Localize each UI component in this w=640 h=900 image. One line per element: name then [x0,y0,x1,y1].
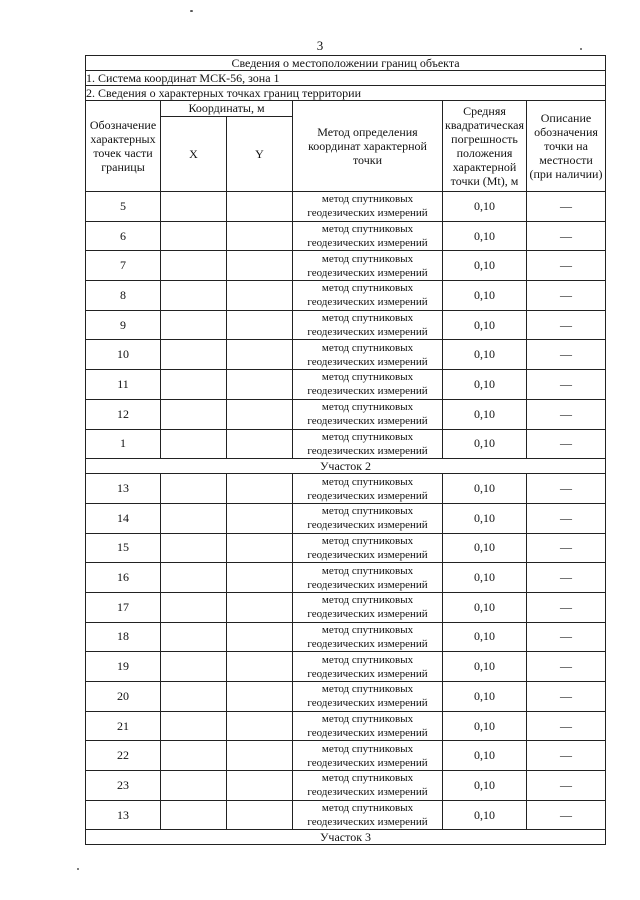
accuracy-cell: 0,10 [443,711,527,741]
method-cell: метод спутниковых геодезических измерений [293,741,443,771]
coordinate-y-cell [227,310,293,340]
scan-speck [77,868,79,870]
table-row [86,682,606,712]
coordinate-y-cell [227,192,293,222]
coordinate-y-cell [227,474,293,504]
method-cell: метод спутниковых геодезических измерений [293,711,443,741]
table-row [86,474,606,504]
coordinate-y-cell [227,800,293,830]
description-cell: — [527,563,606,593]
accuracy-cell: 0,10 [443,474,527,504]
method-cell: метод спутниковых геодезических измерений [293,771,443,801]
method-cell: метод спутниковых геодезических измерений [293,340,443,370]
coordinate-y-cell [227,221,293,251]
point-designation-cell: 13 [86,800,161,830]
coordinate-system-row: 1. Система координат МСК-56, зона 1 [86,71,606,86]
method-cell: метод спутниковых геодезических измерений [293,370,443,400]
description-cell: — [527,221,606,251]
method-cell: метод спутниковых геодезических измерений [293,251,443,281]
coordinate-x-cell [161,622,227,652]
accuracy-cell: 0,10 [443,771,527,801]
coordinate-y-cell [227,533,293,563]
table-row [86,281,606,311]
table-title: Сведения о местоположении границ объекта [86,56,606,71]
table-row [86,340,606,370]
section-label-plot-2: Участок 2 [86,459,606,474]
coordinate-y-cell [227,711,293,741]
description-cell: — [527,800,606,830]
accuracy-cell: 0,10 [443,503,527,533]
point-designation-cell: 14 [86,503,161,533]
accuracy-cell: 0,10 [443,281,527,311]
table-row [86,592,606,622]
coordinate-y-cell [227,652,293,682]
accuracy-cell: 0,10 [443,399,527,429]
method-cell: метод спутниковых геодезических измерений [293,399,443,429]
point-designation-cell: 5 [86,192,161,222]
table-row [86,399,606,429]
coordinate-y-cell [227,340,293,370]
coordinate-y-cell [227,399,293,429]
method-cell: метод спутниковых геодезических измерений [293,682,443,712]
accuracy-cell: 0,10 [443,340,527,370]
accuracy-cell: 0,10 [443,741,527,771]
section-heading-row: 2. Сведения о характерных точках границ территории [86,86,606,101]
description-cell: — [527,533,606,563]
coordinate-y-cell [227,503,293,533]
coordinate-x-cell [161,592,227,622]
header-accuracy: Средняя квадратическая погрешность положения характерной точки (Mt), м [443,101,527,192]
header-point-designation: Обозначение характерных точек части границы [86,101,161,192]
page-number: 3 [316,38,324,53]
table-row [86,503,606,533]
table-row [86,652,606,682]
coordinate-x-cell [161,800,227,830]
table-row [86,221,606,251]
description-cell: — [527,251,606,281]
header-x: X [161,117,227,192]
coordinate-x-cell [161,221,227,251]
point-designation-cell: 17 [86,592,161,622]
coordinate-x-cell [161,399,227,429]
accuracy-cell: 0,10 [443,310,527,340]
accuracy-cell: 0,10 [443,563,527,593]
header-description: Описание обозначения точки на местности (при наличии) [527,101,606,192]
method-cell: метод спутниковых геодезических измерений [293,652,443,682]
description-cell: — [527,622,606,652]
coordinate-y-cell [227,251,293,281]
scan-speck [190,10,193,12]
coordinate-x-cell [161,429,227,459]
boundary-points-table [85,55,606,845]
point-designation-cell: 6 [86,221,161,251]
description-cell: — [527,192,606,222]
coordinate-x-cell [161,682,227,712]
method-cell: метод спутниковых геодезических измерений [293,563,443,593]
coordinate-x-cell [161,340,227,370]
accuracy-cell: 0,10 [443,592,527,622]
scan-speck [580,48,582,50]
accuracy-cell: 0,10 [443,192,527,222]
coordinate-y-cell [227,563,293,593]
description-cell: — [527,592,606,622]
coordinate-y-cell [227,771,293,801]
table-row [86,370,606,400]
coordinate-x-cell [161,771,227,801]
description-cell: — [527,281,606,311]
table-row [86,310,606,340]
method-cell: метод спутниковых геодезических измерений [293,221,443,251]
coordinate-x-cell [161,533,227,563]
point-designation-cell: 23 [86,771,161,801]
description-cell: — [527,652,606,682]
coordinate-y-cell [227,592,293,622]
description-cell: — [527,503,606,533]
point-designation-cell: 11 [86,370,161,400]
point-designation-cell: 9 [86,310,161,340]
accuracy-cell: 0,10 [443,429,527,459]
point-designation-cell: 15 [86,533,161,563]
header-coordinates: Координаты, м [161,101,293,117]
table-row [86,622,606,652]
accuracy-cell: 0,10 [443,622,527,652]
method-cell: метод спутниковых геодезических измерений [293,503,443,533]
accuracy-cell: 0,10 [443,800,527,830]
header-y: Y [227,117,293,192]
coordinate-y-cell [227,682,293,712]
description-cell: — [527,340,606,370]
coordinate-y-cell [227,281,293,311]
coordinate-x-cell [161,711,227,741]
table-row [86,771,606,801]
table-row [86,533,606,563]
table-row [86,711,606,741]
method-cell: метод спутниковых геодезических измерений [293,800,443,830]
method-cell: метод спутниковых геодезических измерений [293,429,443,459]
method-cell: метод спутниковых геодезических измерений [293,192,443,222]
coordinate-x-cell [161,192,227,222]
header-method: Метод определения координат характерной точки [293,101,443,192]
coordinate-y-cell [227,429,293,459]
point-designation-cell: 20 [86,682,161,712]
coordinate-y-cell [227,622,293,652]
point-designation-cell: 19 [86,652,161,682]
method-cell: метод спутниковых геодезических измерений [293,310,443,340]
description-cell: — [527,741,606,771]
accuracy-cell: 0,10 [443,370,527,400]
coordinate-x-cell [161,503,227,533]
point-designation-cell: 7 [86,251,161,281]
coordinate-x-cell [161,370,227,400]
description-cell: — [527,474,606,504]
accuracy-cell: 0,10 [443,221,527,251]
section-label-plot-3: Участок 3 [86,830,606,845]
coordinate-x-cell [161,474,227,504]
accuracy-cell: 0,10 [443,251,527,281]
accuracy-cell: 0,10 [443,533,527,563]
method-cell: метод спутниковых геодезических измерений [293,474,443,504]
description-cell: — [527,771,606,801]
method-cell: метод спутниковых геодезических измерений [293,533,443,563]
method-cell: метод спутниковых геодезических измерений [293,622,443,652]
coordinate-x-cell [161,310,227,340]
table-row [86,429,606,459]
accuracy-cell: 0,10 [443,682,527,712]
table-row [86,251,606,281]
point-designation-cell: 13 [86,474,161,504]
coordinate-x-cell [161,251,227,281]
point-designation-cell: 1 [86,429,161,459]
coordinate-x-cell [161,741,227,771]
point-designation-cell: 12 [86,399,161,429]
description-cell: — [527,429,606,459]
coordinate-x-cell [161,281,227,311]
point-designation-cell: 8 [86,281,161,311]
coordinate-y-cell [227,741,293,771]
coordinate-x-cell [161,563,227,593]
point-designation-cell: 18 [86,622,161,652]
point-designation-cell: 10 [86,340,161,370]
table-row [86,800,606,830]
point-designation-cell: 16 [86,563,161,593]
coordinate-x-cell [161,652,227,682]
table-row [86,192,606,222]
description-cell: — [527,399,606,429]
method-cell: метод спутниковых геодезических измерений [293,281,443,311]
point-designation-cell: 22 [86,741,161,771]
description-cell: — [527,682,606,712]
method-cell: метод спутниковых геодезических измерений [293,592,443,622]
description-cell: — [527,310,606,340]
description-cell: — [527,711,606,741]
coordinate-y-cell [227,370,293,400]
description-cell: — [527,370,606,400]
point-designation-cell: 21 [86,711,161,741]
table-row [86,563,606,593]
accuracy-cell: 0,10 [443,652,527,682]
table-row [86,741,606,771]
